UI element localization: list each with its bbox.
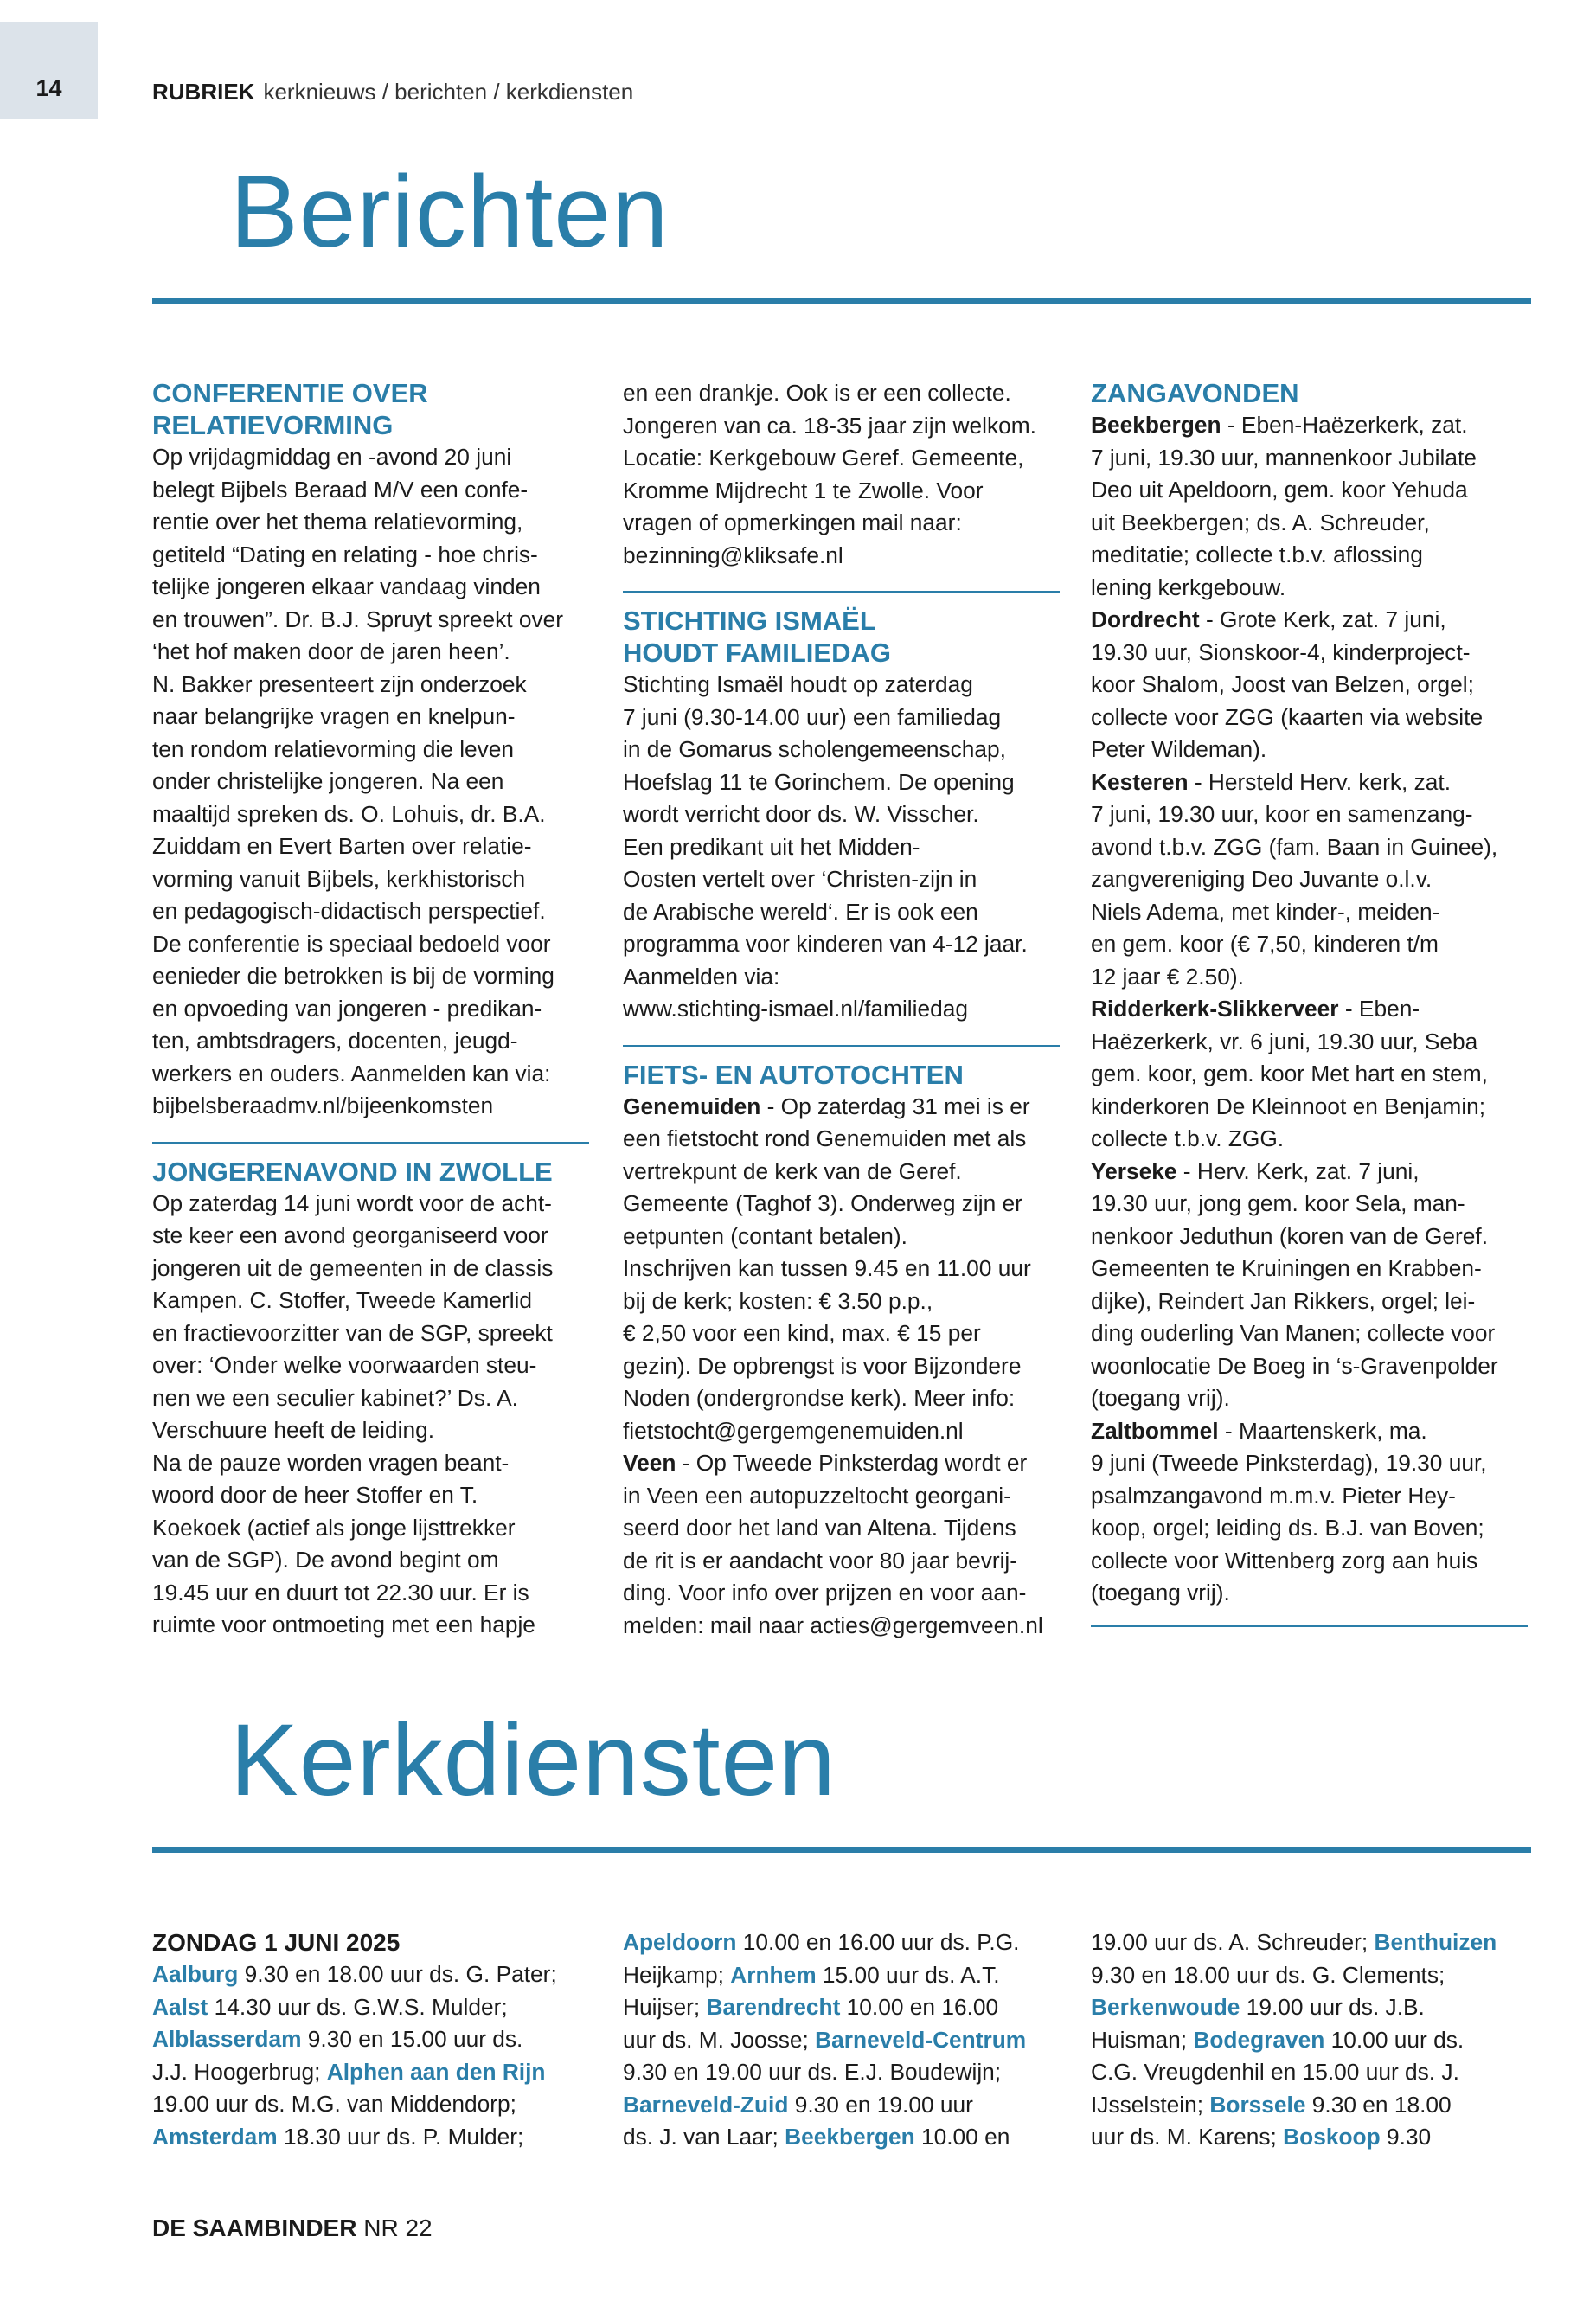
place-name: Ridderkerk-Slikkerveer <box>1091 996 1339 1022</box>
text-line: Oosten vertelt over ‘Christen-zijn in <box>623 866 977 892</box>
service-text: C.G. Vreugdenhil en 15.00 uur ds. J. <box>1091 2059 1459 2085</box>
text-line: avond t.b.v. ZGG (fam. Baan in Guinee), <box>1091 833 1498 860</box>
berichten-column-3 <box>1091 377 1528 1639</box>
fietstochten-body <box>623 1091 1060 1643</box>
text-line: ruimte voor ontmoeting met een hapje <box>152 1612 535 1638</box>
service-text: 15.00 uur ds. A.T. <box>816 1961 1000 1988</box>
text-line: 19.45 uur en duurt tot 22.30 uur. Er is <box>152 1579 529 1606</box>
text-line: eenieder die betrokken is bij de vorming <box>152 963 554 989</box>
service-line <box>1091 2056 1528 2089</box>
service-text: 9.30 <box>1380 2124 1432 2150</box>
text-line: Peter Wildeman). <box>1091 736 1267 762</box>
congregation-place: Arnhem <box>730 1961 817 1988</box>
kerkdiensten-column-1 <box>152 1926 589 2153</box>
text-line: nen we een seculier kabinet?’ Ds. A. <box>152 1384 518 1411</box>
text-line: en een drankje. Ook is er een collecte. <box>623 380 1011 406</box>
text-line: eetpunten (contant betalen). <box>623 1222 907 1249</box>
service-text: 10.00 uur ds. <box>1324 2026 1465 2053</box>
text-line: dijke), Reindert Jan Rikkers, orgel; lei- <box>1091 1287 1476 1314</box>
congregation-place: Boskoop <box>1283 2124 1381 2150</box>
text-line: jongeren uit de gemeenten in de classis <box>152 1254 554 1281</box>
service-text: 9.30 en 15.00 uur ds. <box>301 2026 523 2052</box>
service-line <box>623 1926 1060 1959</box>
service-line <box>623 2056 1060 2089</box>
text-line: naar belangrijke vragen en knelpun- <box>152 703 516 729</box>
text-span: - Eben- <box>1338 996 1420 1022</box>
text-line: Aanmelden via: <box>623 963 780 990</box>
kerkdiensten-list <box>1091 1926 1528 2154</box>
service-line <box>623 1959 1060 1992</box>
text-line: seerd door het land van Altena. Tijdens <box>623 1515 1016 1541</box>
service-text: 9.30 en 18.00 <box>1305 2091 1452 2118</box>
congregation-place: Barneveld-Centrum <box>815 2026 1027 2053</box>
issue-number: NR 22 <box>363 2214 433 2241</box>
text-line: 19.30 uur, jong gem. koor Sela, man- <box>1091 1190 1465 1216</box>
service-line <box>152 2121 589 2154</box>
kerkdiensten-list <box>623 1926 1060 2154</box>
text-line: en pedagogisch-didactisch perspectief. <box>152 898 546 924</box>
rubriek-breadcrumb <box>152 79 633 106</box>
text-line: (toegang vrij). <box>1091 1385 1230 1411</box>
text-line: € 2,50 voor een kind, max. € 15 per <box>623 1320 981 1346</box>
text-line: koop, orgel; leiding ds. B.J. van Boven; <box>1091 1515 1484 1541</box>
service-text: 19.00 uur ds. A. Schreuder; <box>1091 1929 1375 1955</box>
text-line: meditatie; collecte t.b.v. aflossing <box>1091 542 1423 567</box>
text-line: woord door de heer Stoffer en T. <box>152 1482 478 1508</box>
text-line: werkers en ouders. Aanmelden kan via: <box>152 1060 551 1086</box>
service-text: IJsselstein; <box>1091 2091 1210 2118</box>
text-line: Kampen. C. Stoffer, Tweede Kamerlid <box>152 1287 533 1313</box>
text-line: Niels Adema, met kinder-, meiden- <box>1091 898 1440 925</box>
text-line: Na de pauze worden vragen beant- <box>152 1449 510 1476</box>
text-line: en opvoeding van jongeren - predikan- <box>152 995 542 1022</box>
kerkdiensten-rule <box>152 1847 1531 1853</box>
text-line: Op vrijdagmiddag en -avond 20 juni <box>152 444 512 470</box>
service-text: ds. J. van Laar; <box>623 2124 785 2150</box>
place-name: Veen <box>623 1450 676 1476</box>
berichten-column-2 <box>623 377 1060 1642</box>
place-name: Genemuiden <box>623 1093 761 1119</box>
conferentie-heading-line-2: RELATIEVORMING <box>152 410 394 440</box>
text-line: Koekoek (actief als jonge lijsttrekker <box>152 1514 516 1541</box>
service-text: J.J. Hoogerbrug; <box>152 2058 327 2085</box>
service-text: 19.00 uur ds. M.G. van Middendorp; <box>152 2091 516 2117</box>
congregation-place: Benthuizen <box>1374 1929 1497 1955</box>
congregation-place: Alphen aan den Rijn <box>326 2058 546 2085</box>
text-span: - Grote Kerk, zat. 7 juni, <box>1199 606 1446 632</box>
text-line <box>1091 1415 1528 1448</box>
service-line <box>152 2088 589 2121</box>
text-line: bijbelsberaadmv.nl/bijeenkomsten <box>152 1093 494 1118</box>
text-line: onder christelijke jongeren. Na een <box>152 768 504 794</box>
text-line <box>623 1091 1060 1124</box>
rubriek-label: RUBRIEK <box>152 79 255 105</box>
place-name: Kesteren <box>1091 768 1189 795</box>
conferentie-body <box>152 441 589 1123</box>
text-line: Stichting Ismaël houdt op zaterdag <box>623 671 973 697</box>
service-text: 9.30 en 19.00 uur <box>788 2091 973 2118</box>
text-line: woonlocatie De Boeg in ‘s-Gravenpolder <box>1091 1352 1498 1379</box>
ismael-body <box>623 669 1060 1026</box>
text-line: wordt verricht door ds. W. Visscher. <box>623 801 979 827</box>
congregation-place: Aalst <box>152 1993 208 2020</box>
service-text: Huijser; <box>623 1994 707 2020</box>
place-name: Yerseke <box>1091 1157 1177 1184</box>
text-line: ‘het hof maken door de jaren heen’. <box>152 638 510 664</box>
text-line: de rit is er aandacht voor 80 jaar bevrij- <box>623 1547 1018 1574</box>
text-line: bij de kerk; kosten: € 3.50 p.p., <box>623 1287 933 1314</box>
place-name: Zaltbommel <box>1091 1417 1219 1444</box>
article-divider <box>152 1142 589 1144</box>
text-line: kinderkoren De Kleinnoot en Benjamin; <box>1091 1093 1486 1119</box>
column-end-divider <box>1091 1625 1528 1627</box>
text-line: psalmzangavond m.m.v. Pieter Hey- <box>1091 1482 1456 1509</box>
text-line: van de SGP). De avond begint om <box>152 1547 499 1573</box>
text-line: Gemeenten te Kruiningen en Krabben- <box>1091 1255 1482 1281</box>
text-line: uit Beekbergen; ds. A. Schreuder, <box>1091 509 1430 535</box>
text-line: getiteld “Dating en relating - hoe chris- <box>152 541 538 567</box>
text-line: programma voor kinderen van 4-12 jaar. <box>623 931 1028 957</box>
congregation-place: Borssele <box>1209 2091 1306 2118</box>
text-line: de Arabische wereld‘. Er is ook een <box>623 898 978 925</box>
conferentie-heading-line-1: CONFERENTIE OVER <box>152 378 428 408</box>
text-span: - Hersteld Herv. kerk, zat. <box>1188 768 1452 795</box>
service-line <box>623 2024 1060 2057</box>
zangavonden-body <box>1091 409 1528 1610</box>
text-line: zangvereniging Deo Juvante o.l.v. <box>1091 866 1433 892</box>
article-divider <box>623 591 1060 593</box>
text-line: rentie over het thema relatievorming, <box>152 509 523 535</box>
ismael-heading-line-1: STICHTING ISMAËL <box>623 606 876 636</box>
service-line <box>152 2023 589 2056</box>
place-name: Beekbergen <box>1091 412 1221 438</box>
page-number-tab <box>0 22 98 119</box>
text-line: Noden (ondergrondse kerk). Meer info: <box>623 1385 1016 1411</box>
service-text: 10.00 en 16.00 uur ds. P.G. <box>736 1929 1020 1955</box>
text-line <box>1091 409 1528 442</box>
text-line: www.stichting-ismael.nl/familiedag <box>623 996 968 1022</box>
text-line: ding. Voor info over prijzen en voor aan- <box>623 1580 1027 1606</box>
text-line: over: ‘Onder welke voorwaarden steu- <box>152 1352 537 1378</box>
text-line: telijke jongeren elkaar vandaag vinden <box>152 574 541 599</box>
text-line: fietstocht@gergemgenemuiden.nl <box>623 1417 964 1444</box>
congregation-place: Beekbergen <box>785 2124 915 2150</box>
kerkdiensten-title: Kerkdiensten <box>230 1703 836 1817</box>
service-line <box>1091 2089 1528 2122</box>
text-line: collecte t.b.v. ZGG. <box>1091 1125 1285 1151</box>
text-line: en fractievoorzitter van de SGP, spreekt <box>152 1319 553 1346</box>
text-line: Een predikant uit het Midden- <box>623 833 920 860</box>
ismael-heading <box>623 605 1060 669</box>
text-line: vragen of opmerkingen mail naar: <box>623 510 962 535</box>
service-line <box>1091 2121 1528 2154</box>
text-line: en gem. koor (€ 7,50, kinderen t/m <box>1091 931 1439 957</box>
service-text: 18.30 uur ds. P. Mulder; <box>277 2123 524 2150</box>
text-line: collecte voor ZGG (kaarten via website <box>1091 703 1484 730</box>
zangavonden-heading: ZANGAVONDEN <box>1091 378 1299 408</box>
text-line <box>1091 604 1528 637</box>
text-line: 12 jaar € 2.50). <box>1091 963 1244 990</box>
text-line: gezin). De opbrengst is voor Bijzondere <box>623 1352 1022 1379</box>
conferentie-heading <box>152 377 589 441</box>
text-line: Jongeren van ca. 18-35 jaar zijn welkom. <box>623 412 1036 439</box>
text-line: ste keer een avond georganiseerd voor <box>152 1222 548 1248</box>
service-text: Heijkamp; <box>623 1961 731 1988</box>
text-line: Hoefslag 11 te Gorinchem. De opening <box>623 768 1015 795</box>
text-line: 7 juni, 19.30 uur, koor en samenzang- <box>1091 801 1473 827</box>
congregation-place: Alblasserdam <box>152 2026 302 2052</box>
place-name: Dordrecht <box>1091 606 1200 632</box>
text-line <box>1091 993 1528 1026</box>
kerkdiensten-list <box>152 1958 589 2153</box>
day-heading: ZONDAG 1 JUNI 2025 <box>152 1929 401 1956</box>
text-line <box>1091 1156 1528 1189</box>
service-text: 10.00 en 16.00 <box>840 1994 999 2020</box>
jongerenavond-continued <box>623 377 1060 572</box>
text-line <box>623 1447 1060 1480</box>
text-line: 7 juni, 19.30 uur, mannenkoor Jubilate <box>1091 444 1477 471</box>
text-line: koor Shalom, Joost van Belzen, orgel; <box>1091 671 1474 697</box>
service-line <box>152 2056 589 2089</box>
text-line: in de Gomarus scholengemeenschap, <box>623 736 1006 762</box>
rubriek-path: kerknieuws / berichten / kerkdiensten <box>263 79 634 105</box>
magazine-name: DE SAAMBINDER <box>152 2214 357 2241</box>
text-line: en trouwen”. Dr. B.J. Spruyt spreekt over <box>152 606 564 632</box>
jongerenavond-body <box>152 1188 589 1642</box>
service-line <box>1091 1959 1528 1992</box>
service-text: 9.30 en 19.00 uur ds. E.J. Boudewijn; <box>623 2059 1002 2085</box>
service-line <box>623 2121 1060 2154</box>
congregation-place: Aalburg <box>152 1961 239 1987</box>
service-line <box>1091 1926 1528 1959</box>
text-line: lening kerkgebouw. <box>1091 574 1286 600</box>
text-span: - Op Tweede Pinksterdag wordt er <box>676 1450 1028 1476</box>
text-line: N. Bakker presenteert zijn onderzoek <box>152 670 527 697</box>
service-text: uur ds. M. Joosse; <box>623 2026 816 2053</box>
service-text: 9.30 en 18.00 uur ds. G. Pater; <box>238 1961 557 1987</box>
text-line: 19.30 uur, Sionskoor-4, kinderproject- <box>1091 638 1471 665</box>
text-line: Verschuure heeft de leiding. <box>152 1417 435 1443</box>
text-span: - Eben-Haëzerkerk, zat. <box>1221 412 1468 438</box>
page-number: 14 <box>35 75 62 101</box>
text-line: Zuiddam en Evert Barten over relatie- <box>152 833 532 859</box>
jongerenavond-heading: JONGERENAVOND IN ZWOLLE <box>152 1156 553 1187</box>
text-line: Op zaterdag 14 juni wordt voor de acht- <box>152 1189 552 1216</box>
berichten-title: Berichten <box>230 155 670 269</box>
congregation-place: Barneveld-Zuid <box>623 2091 789 2118</box>
service-line <box>623 2089 1060 2122</box>
text-line: ten rondom relatievorming die leven <box>152 735 515 762</box>
berichten-column-1 <box>152 377 589 1642</box>
congregation-place: Barendrecht <box>706 1994 841 2020</box>
service-text: 19.00 uur ds. J.B. <box>1240 1994 1425 2020</box>
text-span: - Herv. Kerk, zat. 7 juni, <box>1176 1157 1420 1184</box>
congregation-place: Berkenwoude <box>1091 1994 1240 2020</box>
service-text: 9.30 en 18.00 uur ds. G. Clements; <box>1091 1961 1445 1988</box>
text-span: - Maartenskerk, ma. <box>1218 1417 1427 1444</box>
service-line <box>623 1991 1060 2024</box>
kerkdiensten-column-2 <box>623 1926 1060 2154</box>
text-line: melden: mail naar acties@gergemveen.nl <box>623 1612 1043 1638</box>
service-line <box>1091 2024 1528 2057</box>
text-line: Locatie: Kerkgebouw Geref. Gemeente, <box>623 445 1024 471</box>
text-line: maaltijd spreken ds. O. Lohuis, dr. B.A. <box>152 800 546 827</box>
text-line: vertrekpunt de kerk van de Geref. <box>623 1157 962 1184</box>
text-line: belegt Bijbels Beraad M/V een confe- <box>152 476 529 503</box>
text-span: - Op zaterdag 31 mei is er <box>760 1093 1030 1119</box>
service-text: 14.30 uur ds. G.W.S. Mulder; <box>208 1993 508 2020</box>
service-line <box>1091 1991 1528 2024</box>
text-line: collecte voor Wittenberg zorg aan huis <box>1091 1547 1478 1574</box>
service-line <box>152 1958 589 1991</box>
text-line: Deo uit Apeldoorn, gem. koor Yehuda <box>1091 477 1468 503</box>
text-line: De conferentie is speciaal bedoeld voor <box>152 930 551 957</box>
text-line: ding ouderling Van Manen; collecte voor <box>1091 1320 1496 1346</box>
text-line: gem. koor, gem. koor Met hart en stem, <box>1091 1061 1488 1086</box>
berichten-rule <box>152 298 1531 304</box>
text-line <box>1091 766 1528 799</box>
congregation-place: Amsterdam <box>152 2123 278 2150</box>
text-line: Kromme Mijdrecht 1 te Zwolle. Voor <box>623 477 984 503</box>
article-divider <box>623 1045 1060 1047</box>
service-line <box>152 1991 589 2024</box>
text-line: 7 juni (9.30-14.00 uur) een familiedag <box>623 703 1002 730</box>
text-line: Haëzerkerk, vr. 6 juni, 19.30 uur, Seba <box>1091 1028 1478 1054</box>
text-line: 9 juni (Tweede Pinksterdag), 19.30 uur, <box>1091 1450 1487 1476</box>
congregation-place: Apeldoorn <box>623 1929 737 1955</box>
service-text: Huisman; <box>1091 2026 1194 2053</box>
ismael-heading-line-2: HOUDT FAMILIEDAG <box>623 638 891 668</box>
text-line: Inschrijven kan tussen 9.45 en 11.00 uur <box>623 1255 1031 1281</box>
text-line: (toegang vrij). <box>1091 1580 1230 1606</box>
congregation-place: Bodegraven <box>1193 2026 1325 2053</box>
text-line: in Veen een autopuzzeltocht georgani- <box>623 1482 1011 1509</box>
service-text: 10.00 en <box>914 2124 1010 2150</box>
text-line: bezinning@kliksafe.nl <box>623 542 843 568</box>
kerkdiensten-column-3 <box>1091 1926 1528 2154</box>
text-line: een fietstocht rond Genemuiden met als <box>623 1125 1027 1151</box>
text-line: ten, ambtsdragers, docenten, jeugd- <box>152 1028 518 1054</box>
service-text: uur ds. M. Karens; <box>1091 2124 1284 2150</box>
text-line: vorming vanuit Bijbels, kerkhistorisch <box>152 865 526 892</box>
fietstochten-heading: FIETS- EN AUTOTOCHTEN <box>623 1059 964 1090</box>
text-line: Gemeente (Taghof 3). Onderweg zijn er <box>623 1190 1022 1216</box>
magazine-footer <box>152 2214 433 2242</box>
text-line: nenkoor Jeduthun (koren van de Geref. <box>1091 1222 1489 1249</box>
